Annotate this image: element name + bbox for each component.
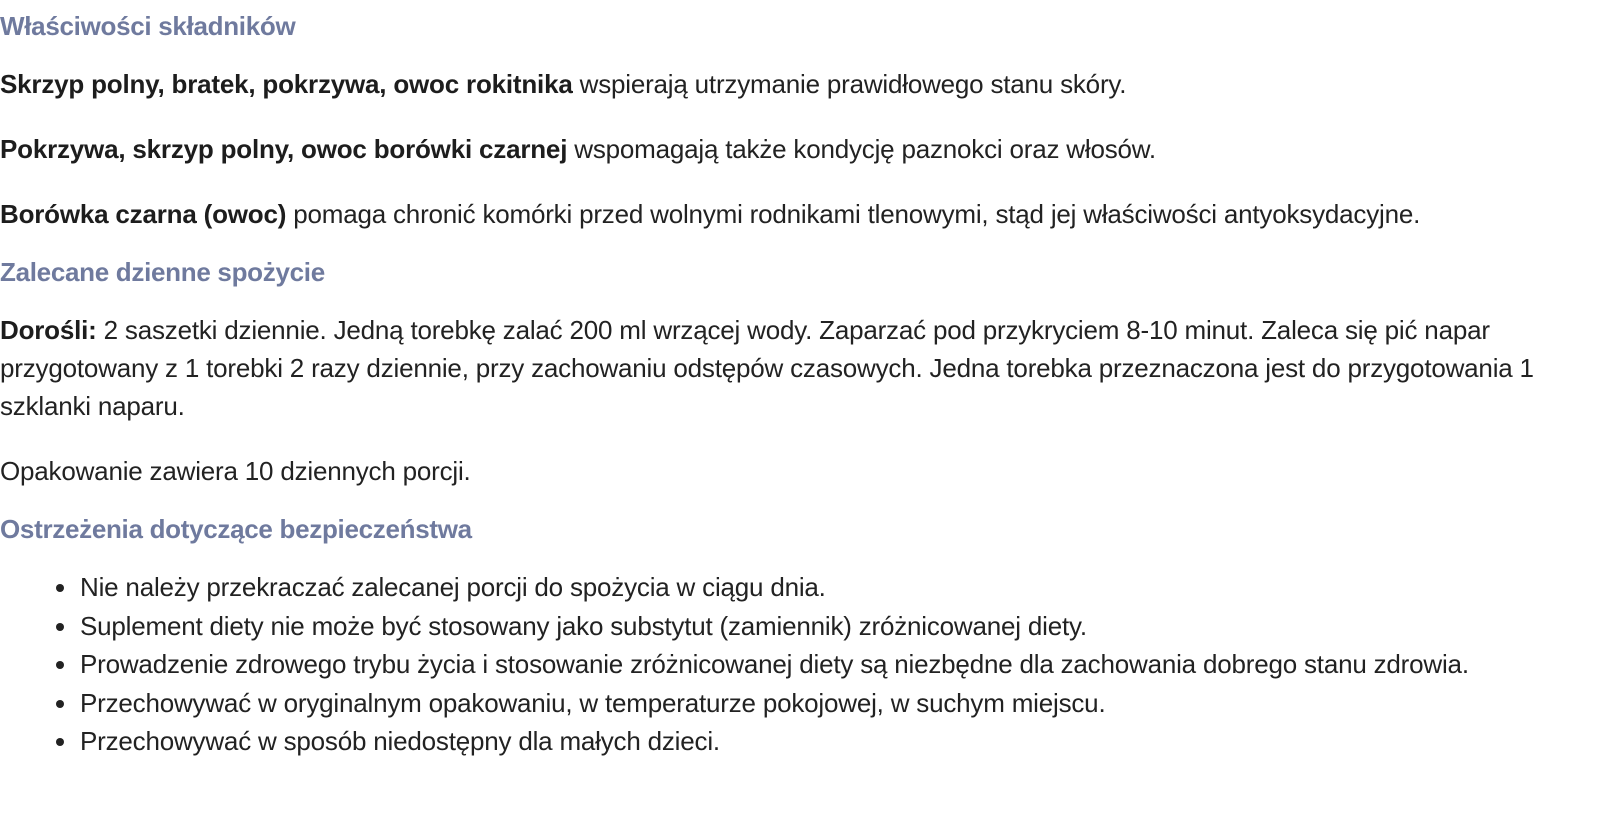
bullet-icon	[56, 584, 64, 592]
warning-text: Nie należy przekraczać zalecanej porcji do spożycia w ciągu dnia.	[80, 572, 826, 602]
bullet-icon	[56, 700, 64, 708]
property-paragraph-antioxidant	[0, 195, 1600, 233]
warnings-heading: Ostrzeżenia dotyczące bezpieczeństwa	[0, 514, 472, 544]
dosage-heading: Zalecane dzienne spożycie	[0, 257, 325, 287]
warnings-list	[0, 568, 1600, 761]
dosage-adults-paragraph	[0, 311, 1600, 425]
property-ingredients: Borówka czarna (owoc)	[0, 199, 287, 229]
warning-item	[80, 722, 1600, 761]
warning-item	[80, 684, 1600, 723]
adults-label: Dorośli:	[0, 315, 97, 345]
warning-text: Przechowywać w oryginalnym opakowaniu, w temperaturze pokojowej, w suchym miejscu.	[80, 687, 1106, 718]
warning-text: Prowadzenie zdrowego trybu życia i stosowanie zróżnicowanej diety są niezbędne dla zachowania dobrego stanu zdrowia.	[80, 649, 1469, 679]
property-ingredients: Pokrzywa, skrzyp polny, owoc borówki czarnej	[0, 134, 568, 164]
property-effect: wspierają utrzymanie prawidłowego stanu skóry.	[572, 69, 1127, 99]
warning-item	[80, 568, 1600, 607]
adults-instructions: 2 saszetki dziennie. Jedną torebkę zalać 200 ml wrzącej wody. Zaparzać pod przykryciem 8-10 minut. Zaleca się pić napar przygotowany z 1 torebki 2 razy dziennie, przy zachowaniu odstępów czasowych. Jedna torebka przeznaczona jest do przygotowania 1 szklanki naparu.	[0, 315, 1534, 421]
warning-item	[80, 645, 1600, 684]
properties-heading: Właściwości składników	[0, 11, 296, 41]
package-contents: Opakowanie zawiera 10 dziennych porcji.	[0, 456, 471, 486]
warning-text: Przechowywać w sposób niedostępny dla małych dzieci.	[80, 726, 720, 756]
bullet-icon	[56, 661, 64, 669]
property-paragraph-nails-hair	[0, 130, 1600, 168]
property-effect: wspomagają także kondycję paznokci oraz włosów.	[567, 134, 1156, 164]
warning-text: Suplement diety nie może być stosowany jako substytut (zamiennik) zróżnicowanej diety.	[80, 610, 1087, 641]
property-effect: pomaga chronić komórki przed wolnymi rodnikami tlenowymi, stąd jej właściwości antyoksydacyjne.	[286, 199, 1421, 229]
property-paragraph-skin	[0, 65, 1600, 103]
bullet-icon	[56, 623, 64, 631]
warning-item	[80, 607, 1600, 646]
property-ingredients: Skrzyp polny, bratek, pokrzywa, owoc rokitnika	[0, 69, 573, 99]
bullet-icon	[56, 738, 64, 746]
